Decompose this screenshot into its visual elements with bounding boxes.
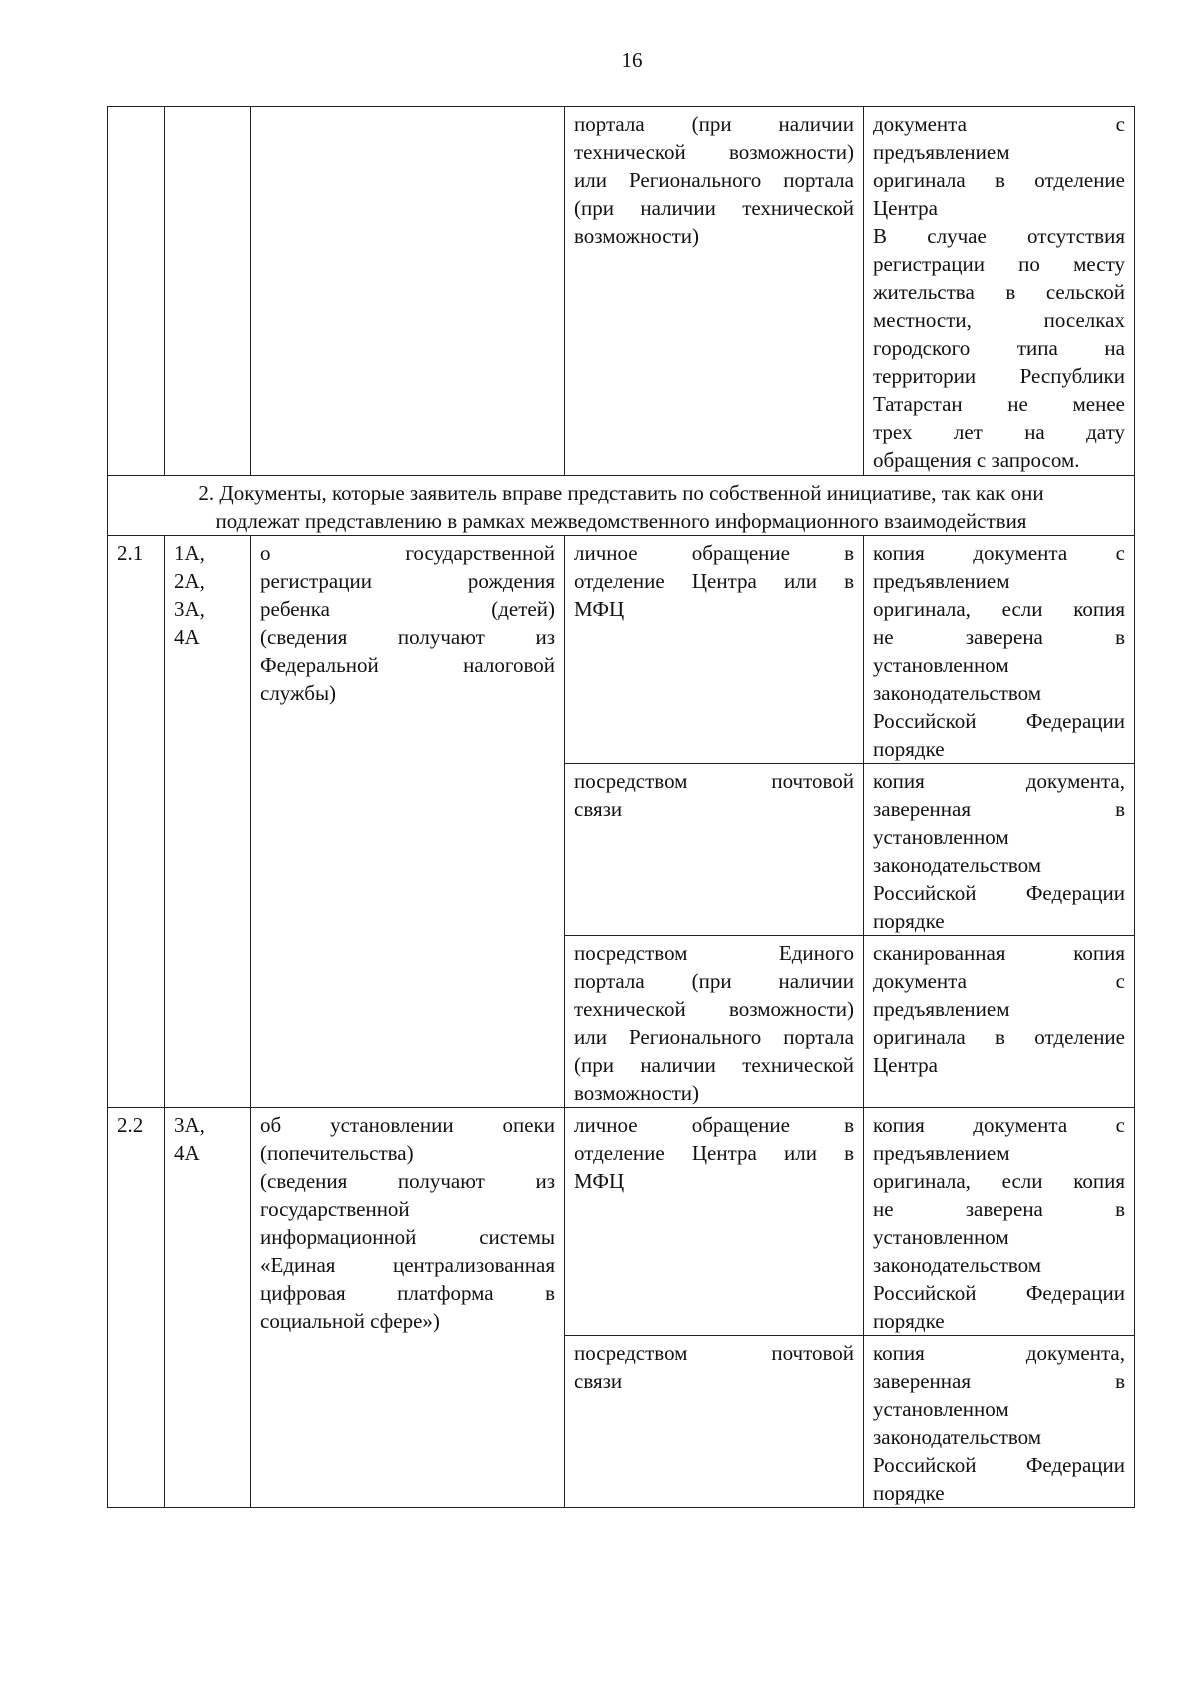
- document-cell: [251, 107, 565, 476]
- text-line: МФЦ: [574, 1169, 625, 1193]
- text-line: копия документа,: [873, 1341, 1125, 1365]
- text-line: (при наличии технической: [574, 196, 854, 220]
- document-form-cell: [864, 107, 1135, 476]
- text-line: технической возможности): [574, 140, 854, 164]
- text-line: Российской Федерации: [873, 881, 1125, 905]
- text-line: государственной: [260, 1197, 410, 1221]
- text-line: отделение Центра или в: [574, 569, 854, 593]
- submission-method: [565, 764, 864, 936]
- text-line: «Единая централизованная: [260, 1253, 555, 1277]
- text-line: Центра: [873, 196, 938, 220]
- text-line: МФЦ: [574, 597, 625, 621]
- document-form: [864, 936, 1135, 1108]
- document-form: [864, 764, 1135, 936]
- text-line: регистрации рождения: [260, 569, 555, 593]
- continuation-row: [108, 107, 1135, 476]
- text-line: оригинала в отделение: [873, 1025, 1125, 1049]
- text-line: копия документа с: [873, 541, 1125, 565]
- text-line: трех лет на дату: [873, 420, 1125, 444]
- text-line: законодательством: [873, 681, 1042, 705]
- text-line: оригинала в отделение: [873, 168, 1125, 192]
- text-line: личное обращение в: [574, 541, 854, 565]
- text-line: установленном: [873, 653, 1009, 677]
- text-line: оригинала, если копия: [873, 1169, 1125, 1193]
- category-cell: [165, 107, 251, 476]
- number-cell: [108, 107, 165, 476]
- submission-method: [565, 536, 864, 764]
- text-line: Федеральной налоговой: [260, 653, 555, 677]
- text-line: возможности): [574, 224, 700, 248]
- document-name: [251, 536, 565, 1108]
- submission-method-cell: [565, 107, 864, 476]
- text-line: копия документа с: [873, 1113, 1125, 1137]
- submission-method: [565, 1336, 864, 1508]
- text-line: не заверена в: [873, 625, 1125, 649]
- table-body: [108, 107, 1135, 1508]
- text-line: социальной сфере»): [260, 1309, 440, 1333]
- text-line: копия документа,: [873, 769, 1125, 793]
- text-line: 3А,: [174, 1113, 205, 1137]
- applicant-categories: [165, 1108, 251, 1508]
- section-heading-row: [108, 476, 1135, 536]
- text-line: законодательством: [873, 1425, 1042, 1449]
- text-line: установленном: [873, 825, 1009, 849]
- text-line: (сведения получают из: [260, 625, 555, 649]
- text-line: городского типа на: [873, 336, 1125, 360]
- text-line: предъявлением: [873, 140, 1010, 164]
- text-line: предъявлением: [873, 1141, 1010, 1165]
- text-line: (попечительства): [260, 1141, 414, 1165]
- applicant-categories: [165, 536, 251, 1108]
- text-line: личное обращение в: [574, 1113, 854, 1137]
- text-line: жительства в сельской: [873, 280, 1125, 304]
- text-line: цифровая платформа в: [260, 1281, 555, 1305]
- text-line: возможности): [574, 1081, 700, 1105]
- section-heading: [108, 476, 1135, 536]
- table-row: [108, 1108, 1135, 1336]
- text-line: оригинала, если копия: [873, 597, 1125, 621]
- text-line: обращения с запросом.: [873, 448, 1080, 472]
- text-line: службы): [260, 681, 337, 705]
- row-number: 2.1: [108, 536, 165, 1108]
- submission-method: [565, 1108, 864, 1336]
- text-line: 2. Документы, которые заявитель вправе представить по собственной инициативе, так как они: [198, 481, 1044, 505]
- text-line: Российской Федерации: [873, 1281, 1125, 1305]
- text-line: портала (при наличии: [574, 969, 854, 993]
- text-line: технической возможности): [574, 997, 854, 1021]
- documents-table: [107, 106, 1135, 1508]
- text-line: отделение Центра или в: [574, 1141, 854, 1165]
- text-line: предъявлением: [873, 569, 1010, 593]
- text-line: (сведения получают из: [260, 1169, 555, 1193]
- table-row: [108, 536, 1135, 764]
- text-line: не заверена в: [873, 1197, 1125, 1221]
- text-line: регистрации по месту: [873, 252, 1125, 276]
- page-number: 16: [621, 48, 643, 72]
- submission-method: [565, 936, 864, 1108]
- text-line: связи: [574, 1369, 623, 1393]
- text-line: посредством почтовой: [574, 769, 854, 793]
- text-line: об установлении опеки: [260, 1113, 555, 1137]
- text-line: порядке: [873, 737, 945, 761]
- text-line: портала (при наличии: [574, 112, 854, 136]
- text-line: порядке: [873, 1309, 945, 1333]
- text-line: порядке: [873, 909, 945, 933]
- text-line: или Регионального портала: [574, 168, 854, 192]
- text-line: посредством Единого: [574, 941, 854, 965]
- text-line: подлежат представлению в рамках межведомственного информационного взаимодействия: [215, 509, 1027, 533]
- text-line: порядке: [873, 1481, 945, 1505]
- text-line: заверенная в: [873, 797, 1125, 821]
- text-line: ребенка (детей): [260, 597, 555, 621]
- text-line: установленном: [873, 1225, 1009, 1249]
- text-line: предъявлением: [873, 997, 1010, 1021]
- text-line: В случае отсутствия: [873, 224, 1125, 248]
- text-line: заверенная в: [873, 1369, 1125, 1393]
- text-line: 4А: [174, 625, 200, 649]
- text-line: документа с: [873, 969, 1125, 993]
- text-line: посредством почтовой: [574, 1341, 854, 1365]
- text-line: (при наличии технической: [574, 1053, 854, 1077]
- document-form: [864, 1108, 1135, 1336]
- text-line: о государственной: [260, 541, 555, 565]
- text-line: местности, поселках: [873, 308, 1125, 332]
- text-line: законодательством: [873, 853, 1042, 877]
- text-line: установленном: [873, 1397, 1009, 1421]
- document-form: [864, 536, 1135, 764]
- row-number: 2.2: [108, 1108, 165, 1508]
- text-line: или Регионального портала: [574, 1025, 854, 1049]
- text-line: сканированная копия: [873, 941, 1125, 965]
- text-line: Центра: [873, 1053, 938, 1077]
- text-line: 3А,: [174, 597, 205, 621]
- text-line: Татарстан не менее: [873, 392, 1125, 416]
- text-line: Российской Федерации: [873, 1453, 1125, 1477]
- text-line: 1А,: [174, 541, 205, 565]
- text-line: законодательством: [873, 1253, 1042, 1277]
- document-name: [251, 1108, 565, 1508]
- text-line: 4А: [174, 1141, 200, 1165]
- text-line: документа с: [873, 112, 1125, 136]
- text-line: территории Республики: [873, 364, 1125, 388]
- text-line: Российской Федерации: [873, 709, 1125, 733]
- text-line: информационной системы: [260, 1225, 555, 1249]
- text-line: связи: [574, 797, 623, 821]
- text-line: 2А,: [174, 569, 205, 593]
- document-form: [864, 1336, 1135, 1508]
